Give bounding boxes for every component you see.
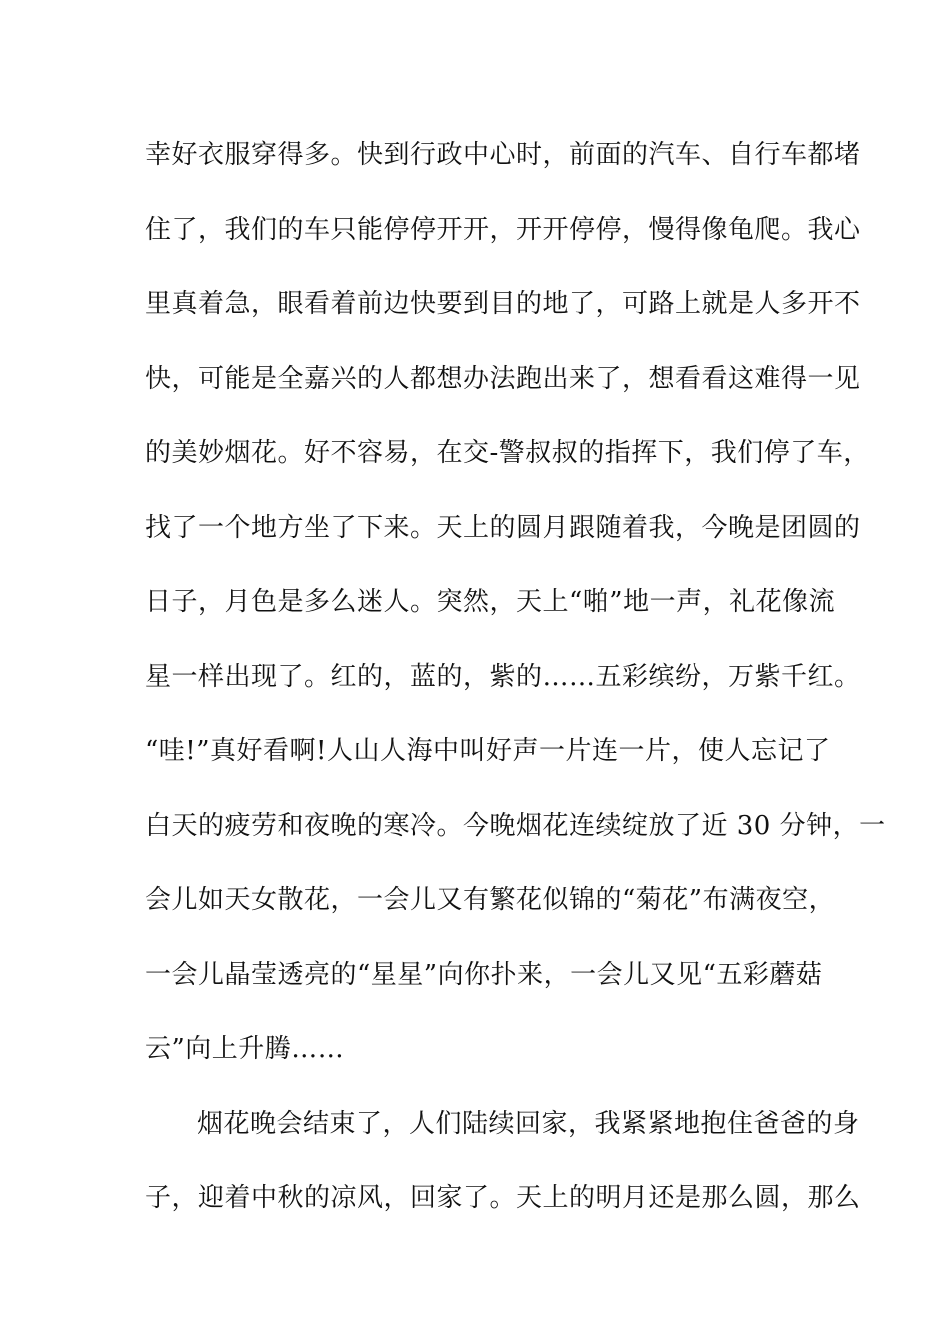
text-line-15: 子，迎着中秋的凉风，回家了。天上的明月还是那么圆，那么 — [145, 1183, 861, 1213]
text-line-14: 烟花晚会结束了，人们陆续回家，我紧紧地抱住爸爸的身 — [197, 1108, 860, 1139]
text-line-8: 星一样出现了。红的，蓝的，紫的……五彩缤纷，万紫千红。 — [145, 661, 861, 692]
text-line-10: 白天的疲劳和夜晚的寒冷。今晚烟花连续绽放了近 30 分钟，一 — [145, 810, 886, 841]
text-line-2: 住了，我们的车只能停停开开，开开停停，慢得像龟爬。我心 — [145, 214, 861, 245]
text-line-13: 云”向上升腾…… — [145, 1034, 345, 1064]
text-line-4: 快，可能是全嘉兴的人都想办法跑出来了，想看看这难得一见 — [145, 363, 861, 394]
text-line-3: 里真着急，眼看着前边快要到目的地了，可路上就是人多开不 — [145, 289, 861, 319]
text-line-5: 的美妙烟花。好不容易，在交-警叔叔的指挥下，我们停了车， — [145, 438, 870, 468]
text-line-7: 日子，月色是多么迷人。突然，天上“啪”地一声，礼花像流 — [145, 587, 836, 617]
text-line-12: 一会儿晶莹透亮的“星星”向你扑来，一会儿又见“五彩蘑菇 — [145, 959, 823, 990]
text-line-1: 幸好衣服穿得多。快到行政中心时，前面的汽车、自行车都堵 — [145, 140, 861, 170]
body-text — [145, 130, 886, 1248]
text-line-9: “哇!”真好看啊!人山人海中叫好声一片连一片，使人忘记了 — [145, 736, 831, 766]
text-line-6: 找了一个地方坐了下来。天上的圆月跟随着我，今晚是团圆的 — [145, 512, 861, 543]
text-line-11: 会儿如天女散花，一会儿又有繁花似锦的“菊花”布满夜空， — [145, 885, 836, 915]
